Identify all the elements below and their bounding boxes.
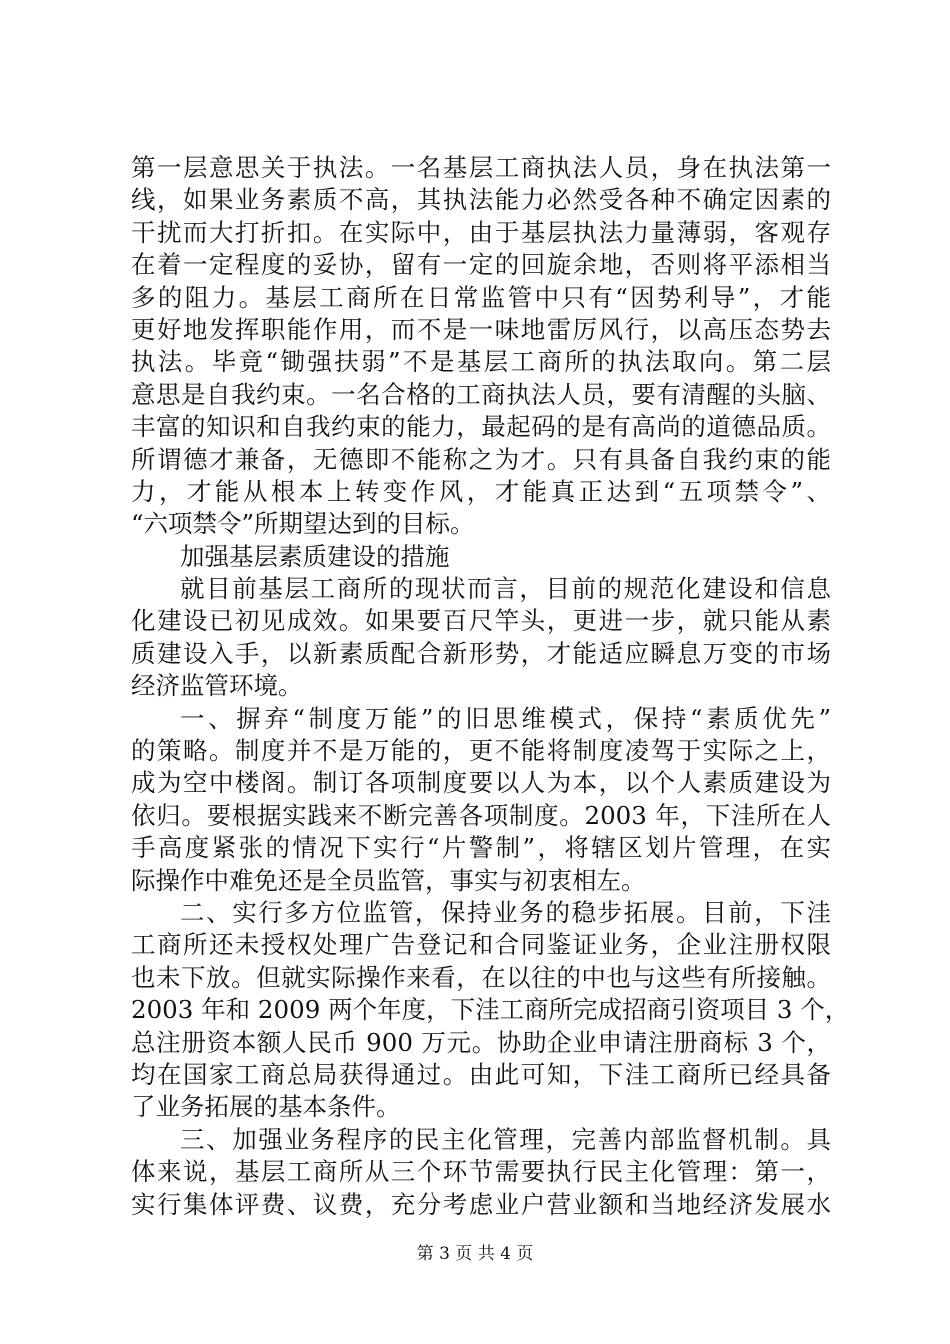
text-line: 质建设入手，以新素质配合新形势，才能适应瞬息万变的市场 bbox=[131, 638, 831, 668]
text-line: 第一层意思关于执法。一名基层工商执法人员，身在执法第一 bbox=[131, 153, 831, 182]
text-line: 总注册资本额人民币 900 万元。协助企业申请注册商标 3 个， bbox=[131, 1027, 831, 1057]
text-line: 化建设已初见成效。如果要百尺竿头，更进一步，就只能从素 bbox=[131, 606, 831, 636]
text-line: 丰富的知识和自我约束的能力，最起码的是有高尚的道德品质。 bbox=[131, 412, 831, 442]
text-line: 二、实行多方位监管，保持业务的稳步拓展。目前，下洼 bbox=[180, 897, 831, 927]
text-line: 三、加强业务程序的民主化管理，完善内部监督机制。具 bbox=[180, 1124, 831, 1154]
text-line: 加强基层素质建设的措施 bbox=[180, 541, 450, 571]
text-line: 了业务拓展的基本条件。 bbox=[131, 1092, 401, 1122]
text-line: 所谓德才兼备，无德即不能称之为才。只有具备自我约束的能 bbox=[131, 444, 831, 474]
text-line: 执法。毕竟“锄强扶弱”不是基层工商所的执法取向。第二层 bbox=[131, 347, 831, 377]
text-line: 力，才能从根本上转变作风，才能真正达到“五项禁令”、 bbox=[131, 476, 831, 506]
text-line: 线，如果业务素质不高，其执法能力必然受各种不确定因素的 bbox=[131, 185, 831, 215]
text-line: 更好地发挥职能作用，而不是一味地雷厉风行，以高压态势去 bbox=[131, 314, 831, 344]
text-line: 也未下放。但就实际操作来看，在以往的中也与这些有所接触。 bbox=[131, 962, 831, 992]
text-line: 2003 年和 2009 两个年度，下洼工商所完成招商引资项目 3 个， bbox=[131, 995, 850, 1025]
text-line: 意思是自我约束。一名合格的工商执法人员，要有清醒的头脑、 bbox=[131, 379, 831, 409]
text-line: 一、摒弃“制度万能”的旧思维模式，保持“素质优先” bbox=[180, 703, 831, 733]
text-line: 经济监管环境。 bbox=[131, 671, 303, 701]
text-line: 实行集体评费、议费，充分考虑业户营业额和当地经济发展水 bbox=[131, 1189, 831, 1219]
text-line: 成为空中楼阁。制订各项制度要以人为本，以个人素质建设为 bbox=[131, 768, 831, 798]
text-line: 依归。要根据实践来不断完善各项制度。2003 年，下洼所在人 bbox=[131, 800, 831, 830]
text-line: 就目前基层工商所的现状而言，目前的规范化建设和信息 bbox=[180, 574, 831, 604]
text-line: 体来说，基层工商所从三个环节需要执行民主化管理：第一， bbox=[131, 1157, 831, 1187]
page-footer: 第 3 页 共 4 页 bbox=[416, 1244, 534, 1264]
text-line: 在着一定程度的妥协，留有一定的回旋余地，否则将平添相当 bbox=[131, 250, 831, 280]
text-line: 均在国家工商总局获得通过。由此可知，下洼工商所已经具备 bbox=[131, 1059, 831, 1089]
text-line: 多的阻力。基层工商所在日常监管中只有“因势利导”，才能 bbox=[131, 282, 831, 312]
text-line: 际操作中难免还是全员监管，事实与初衷相左。 bbox=[131, 865, 646, 895]
text-line: 干扰而大打折扣。在实际中，由于基层执法力量薄弱，客观存 bbox=[131, 217, 831, 247]
text-line: 工商所还未授权处理广告登记和合同鉴证业务，企业注册权限 bbox=[131, 930, 831, 960]
text-line: 的策略。制度并不是万能的，更不能将制度凌驾于实际之上， bbox=[131, 736, 831, 766]
text-line: “六项禁令”所期望达到的目标。 bbox=[131, 509, 475, 539]
document-body bbox=[131, 152, 850, 1221]
text-line: 手高度紧张的情况下实行“片警制”，将辖区划片管理，在实 bbox=[131, 833, 831, 863]
